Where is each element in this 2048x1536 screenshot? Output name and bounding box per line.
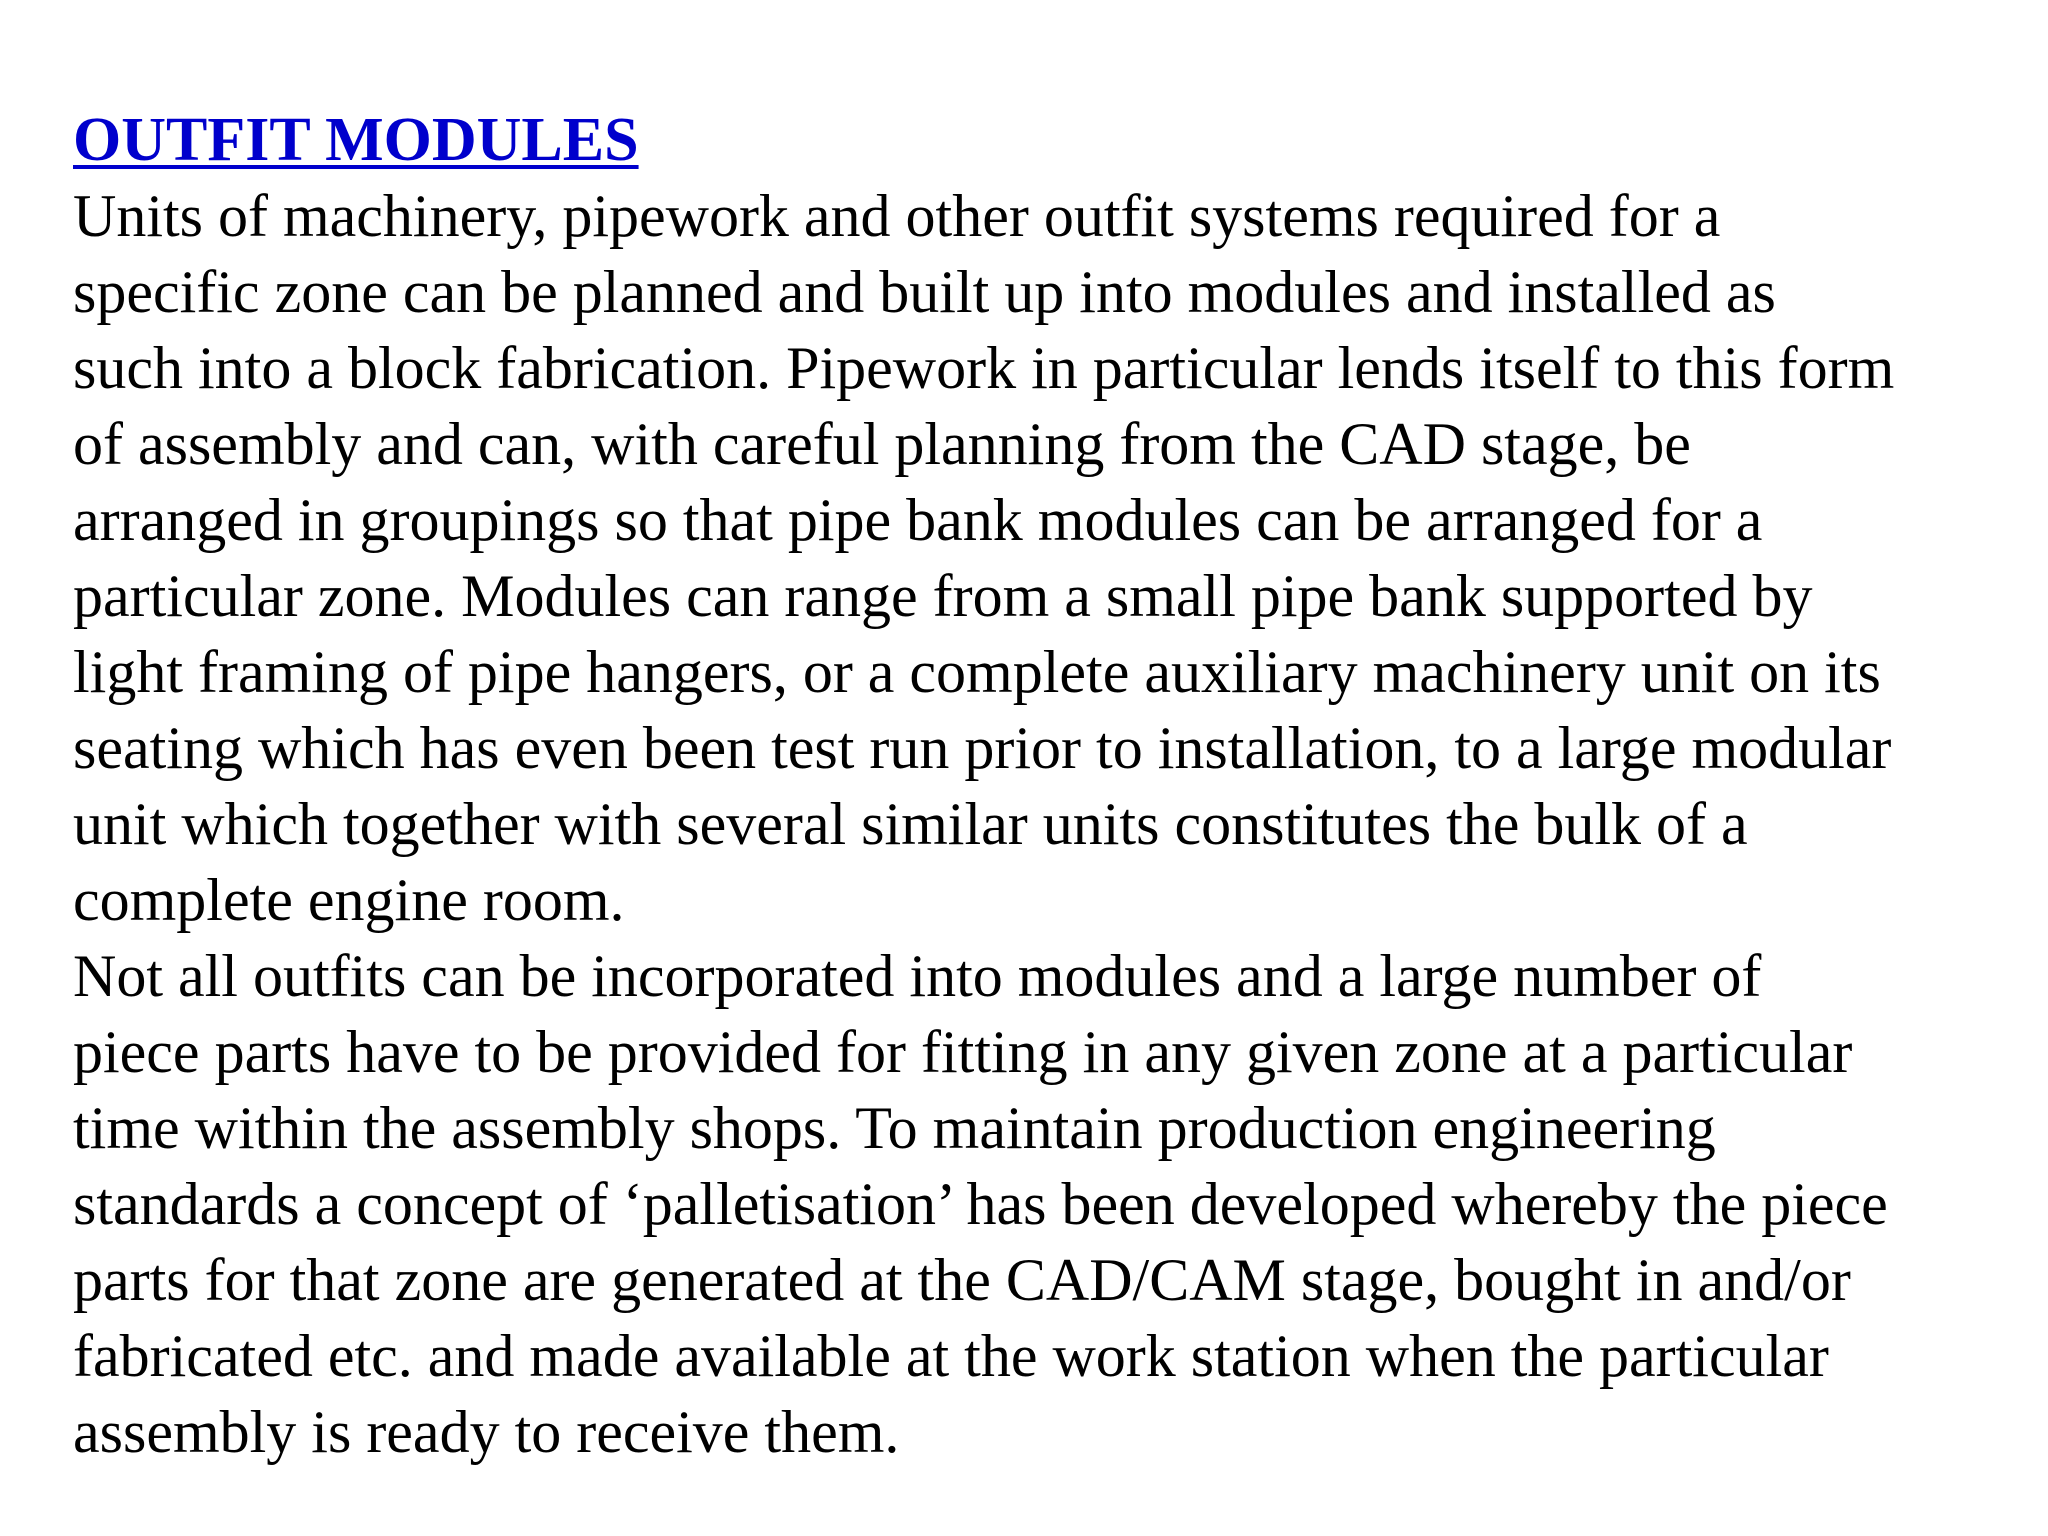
text-line: parts for that zone are generated at the CAD/CAM stage, bought in and/or: [73, 1247, 1851, 1313]
paragraph-palletisation: [73, 938, 1988, 1470]
text-line: time within the assembly shops. To maintain production engineering: [73, 1095, 1716, 1161]
text-line: seating which has even been test run prior to installation, to a large modular: [73, 715, 1892, 781]
paragraph-modules: [73, 178, 1988, 938]
text-line: standards a concept of ‘palletisation’ has been developed whereby the piece: [73, 1171, 1888, 1237]
text-line: specific zone can be planned and built up into modules and installed as: [73, 259, 1776, 325]
text-line: Units of machinery, pipework and other outfit systems required for a: [73, 183, 1721, 249]
text-line: such into a block fabrication. Pipework in particular lends itself to this form: [73, 335, 1895, 401]
text-line: particular zone. Modules can range from a small pipe bank supported by: [73, 563, 1813, 629]
text-line: assembly is ready to receive them.: [73, 1399, 900, 1465]
text-line: piece parts have to be provided for fitting in any given zone at a particular: [73, 1019, 1853, 1085]
text-line: complete engine room.: [73, 867, 625, 933]
text-line: fabricated etc. and made available at the work station when the particular: [73, 1323, 1829, 1389]
text-line: of assembly and can, with careful planning from the CAD stage, be: [73, 411, 1691, 477]
text-line: light framing of pipe hangers, or a complete auxiliary machinery unit on its: [73, 639, 1881, 705]
page-title[interactable]: OUTFIT MODULES: [73, 106, 639, 174]
text-line: Not all outfits can be incorporated into modules and a large number of: [73, 943, 1762, 1009]
text-line: arranged in groupings so that pipe bank modules can be arranged for a: [73, 487, 1763, 553]
text-line: unit which together with several similar units constitutes the bulk of a: [73, 791, 1748, 857]
